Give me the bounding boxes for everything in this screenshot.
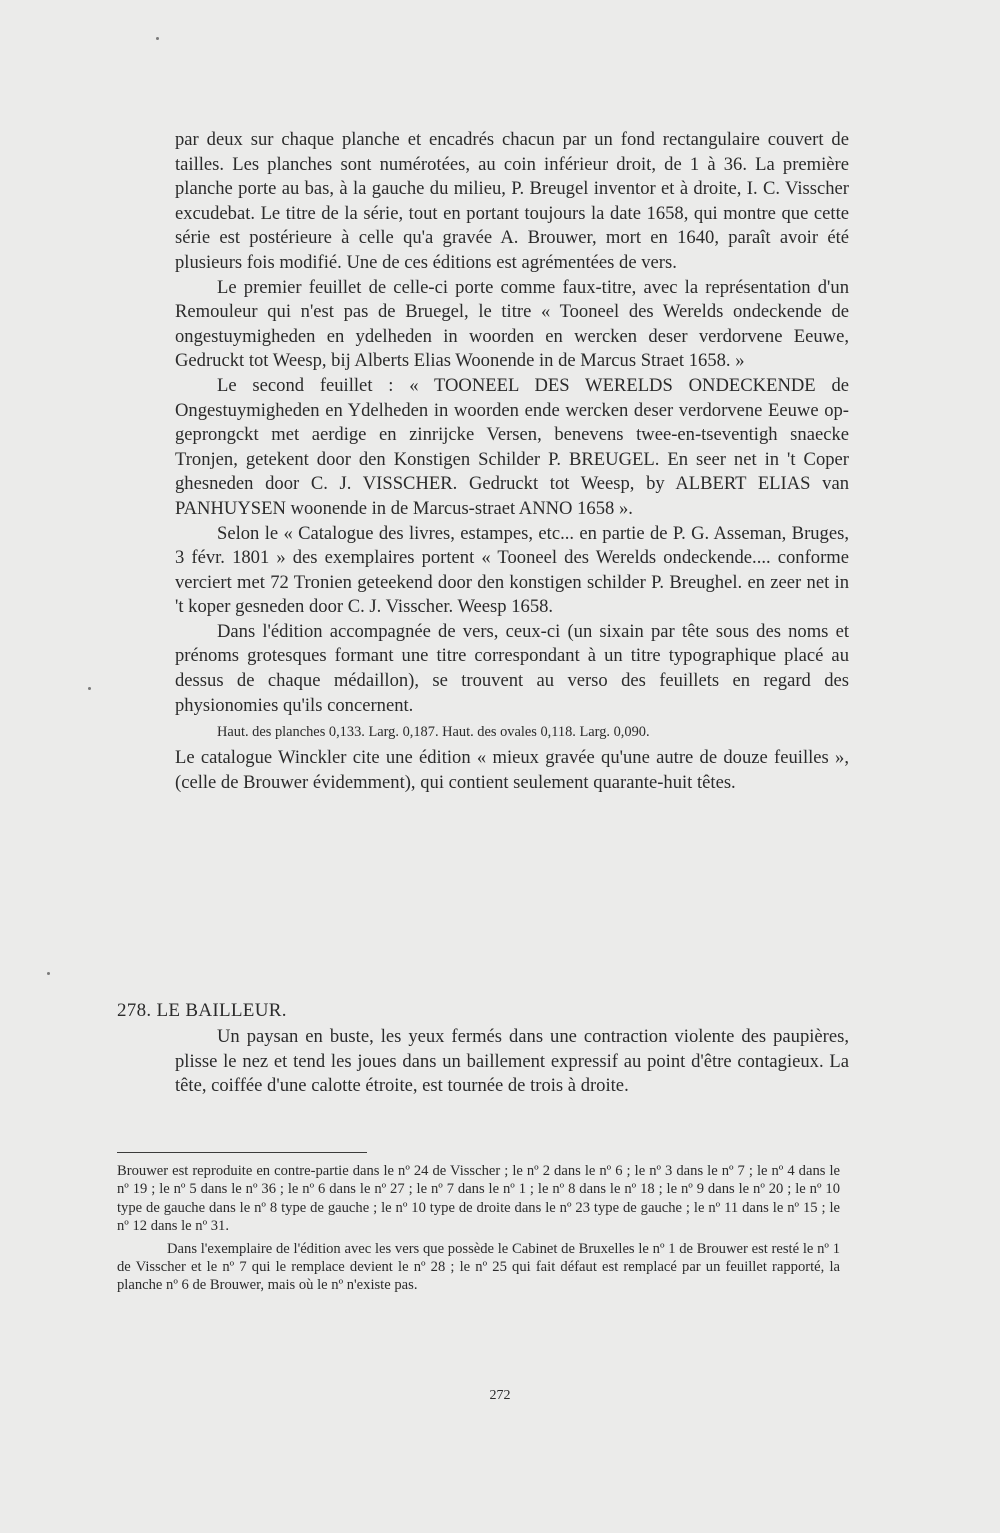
page-number: 272 (489, 1388, 511, 1403)
footnote-correspondence: Brouwer est reproduite en contre-partie dans le nº 24 de Visscher ; le nº 2 dans le nº 6 ; le nº 3 dans le nº 7 ; le nº 4 dans le nº 19 ; le nº 5 dans le nº 36 ; le nº 6 dans le nº 27 ; le nº 7 dans le nº 1 ; le nº 8 dans le nº 18 ; le nº 9 dans le nº 20 ; le nº 10 type de gauche dans le nº 8 type de gauche ; le nº 10 type de droite dans le nº 23 type de gauche ; le nº 11 dans le nº 15 ; le nº 12 dans le nº 31. (117, 1163, 840, 1235)
entry-heading: 278. LE BAILLEUR. (117, 1000, 287, 1021)
footnote-rule (117, 1152, 367, 1153)
entry-text-block (175, 1025, 849, 1099)
paragraph-verse-edition: Dans l'édition accompagnée de vers, ceux-ci (un sixain par tête sous des noms et prénoms grotesques formant une titre correspondant à un titre typographique placé au dessus de chaque médaillon), se trouvent au verso des feuillets en regard des physionomies qu'ils concernent. (175, 620, 849, 716)
paper-speck (156, 37, 159, 40)
paragraph-series-description: par deux sur chaque planche et encadrés chacun par un fond rectangulaire couvert de tailles. Les planches sont numérotées, au coin inférieur droit, de 1 à 36. La première planche porte au bas, à la gauche du milieu, P. Breugel inventor et à droite, I. C. Visscher excudebat. Le titre de la série, tout en portant toujours la date 1658, qui montre que cette série est postérieure à celle qu'a gravée A. Brouwer, mort en 1640, paraît avoir été plusieurs fois modifié. Une de ces éditions est agrémentées de vers. (175, 129, 849, 273)
paper-speck (88, 687, 91, 690)
paragraph-first-leaf: Le premier feuillet de celle-ci porte comme faux-titre, avec la représentation d'un Remouleur qui n'est pas de Bruegel, le titre « Tooneel des Werelds ondeckende de ongestuymigheden en ydelheden in woorden en wercken deser verdorvene Eeuwe, Gedruckt tot Weesp, bij Alberts Elias Woonende in de Marcus Straet 1658. » (175, 276, 849, 372)
paper-speck (47, 972, 50, 975)
dimensions-line: Haut. des planches 0,133. Larg. 0,187. Haut. des ovales 0,118. Larg. 0,090. (217, 724, 650, 741)
footnotes (117, 1162, 840, 1295)
entry-description: Un paysan en buste, les yeux fermés dans une contraction violente des paupières, plisse le nez et tend les joues dans un baillement expressif au point d'être contagieux. La tête, coiffée d'une calotte étroite, est tournée de trois à droite. (175, 1026, 849, 1097)
paragraph-winckler-catalogue: Le catalogue Winckler cite une édition « mieux gravée qu'une autre de douze feuilles », (celle de Brouwer évidemment), qui contient seulement quarante-huit têtes. (175, 747, 849, 793)
footnote-brussels-copy: Dans l'exemplaire de l'édition avec les vers que possède le Cabinet de Bruxelles le nº 1 de Brouwer est resté le nº 1 de Visscher et le nº 7 qui le remplace devient le nº 28 ; le nº 25 qui fait défaut est remplacé par un feuillet rapporté, la planche nº 6 de Brouwer, mais où le nº n'existe pas. (117, 1240, 840, 1294)
paragraph-asseman-catalogue: Selon le « Catalogue des livres, estampes, etc... en partie de P. G. Asseman, Bruges, 3 févr. 1801 » des exemplaires portent « Tooneel des Werelds ondeckende.... conforme verciert met 72 Tronien geteekend door den konstigen schilder P. Breughel. en zeer net in 't koper gesneden door C. J. Visscher. Weesp 1658. (175, 522, 849, 618)
main-text (175, 128, 849, 795)
paragraph-second-leaf: Le second feuillet : « TOONEEL DES WERELDS ONDECKENDE de Ongestuymigheden en Ydelheden in woorden ende wercken deser verdorvene Eeuwe op-geprongckt met aerdige en zinrijcke Versen, benevens twee-en-tseventigh snaecke Tronjen, getekent door den Konstigen Schilder P. BREUGEL. En seer net in 't Coper ghesneden door C. J. VISSCHER. Gedruckt tot Weesp, by ALBERT ELIAS van PANHUYSEN woonende in de Marcus-straet ANNO 1658 ». (175, 374, 849, 519)
